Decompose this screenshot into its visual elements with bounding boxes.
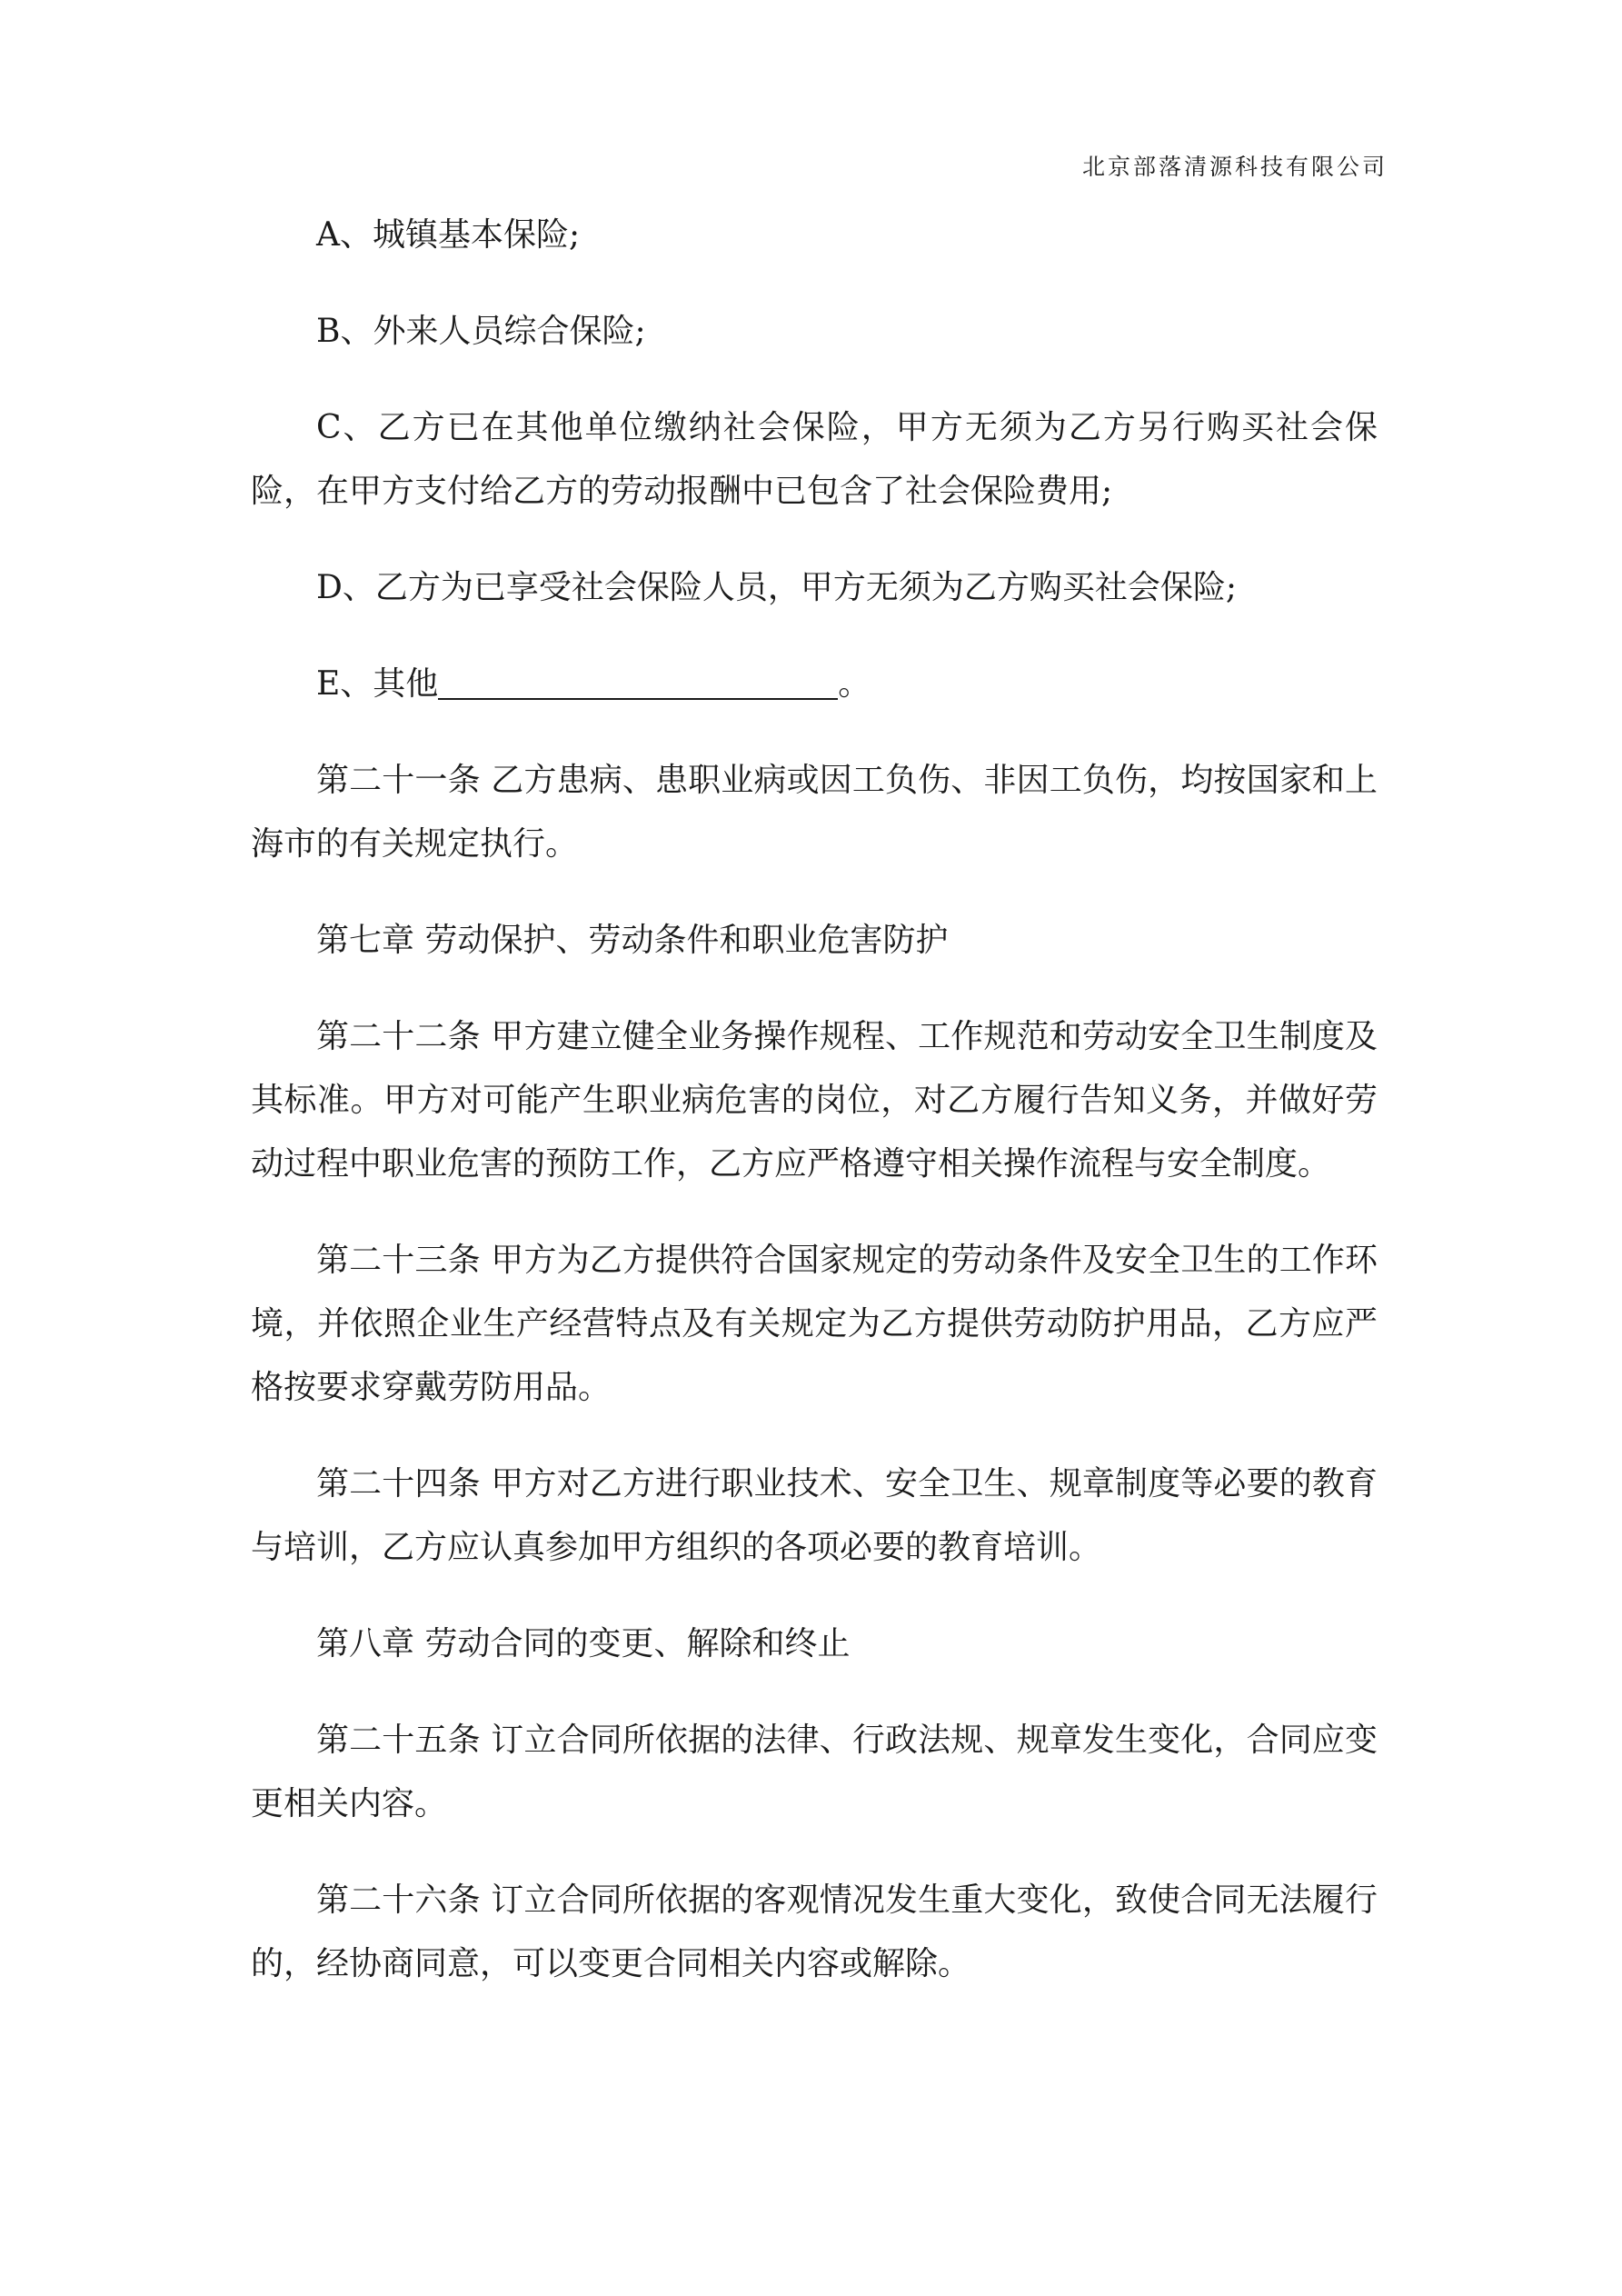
chapter-8-heading: 第八章 劳动合同的变更、解除和终止	[316, 1625, 851, 1662]
article-24: 第二十四条 甲方对乙方进行职业技术、安全卫生、规章制度等必要的教育与培训，乙方应认真参加甲方组织的各项必要的教育培训。	[251, 1465, 1378, 1566]
item-d: D、乙方为已享受社会保险人员，甲方无须为乙方购买社会保险;	[316, 569, 1237, 606]
item-a: A、城镇基本保险;	[316, 216, 581, 254]
item-c: C、乙方已在其他单位缴纳社会保险，甲方无须为乙方另行购买社会保险，在甲方支付给乙方的劳动报酬中已包含了社会保险费用;	[251, 409, 1378, 510]
document-body	[251, 204, 1378, 2029]
article-23: 第二十三条 甲方为乙方提供符合国家规定的劳动条件及安全卫生的工作环境，并依照企业生产经营特点及有关规定为乙方提供劳动防护用品，乙方应严格按要求穿戴劳防用品。	[251, 1242, 1378, 1406]
item-e	[251, 653, 1378, 716]
item-b: B、外来人员综合保险;	[316, 313, 646, 350]
chapter-7-heading: 第七章 劳动保护、劳动条件和职业危害防护	[316, 922, 949, 959]
item-e-label: E、其他	[316, 665, 439, 703]
article-25: 第二十五条 订立合同所依据的法律、行政法规、规章发生变化，合同应变更相关内容。	[251, 1722, 1378, 1822]
article-22: 第二十二条 甲方建立健全业务操作规程、工作规范和劳动安全卫生制度及其标准。甲方对可能产生职业病危害的岗位，对乙方履行告知义务，并做好劳动过程中职业危害的预防工作，乙方应严格遵守相关操作流程与安全制度。	[251, 1018, 1378, 1183]
article-21: 第二十一条 乙方患病、患职业病或因工负伤、非因工负伤，均按国家和上海市的有关规定执行。	[251, 762, 1378, 863]
company-header: 北京部落清源科技有限公司	[1081, 154, 1388, 180]
article-26: 第二十六条 订立合同所依据的客观情况发生重大变化，致使合同无法履行的，经协商同意，可以变更合同相关内容或解除。	[251, 1882, 1378, 1982]
item-e-end: 。	[838, 665, 871, 703]
item-e-blank-line	[438, 662, 838, 700]
